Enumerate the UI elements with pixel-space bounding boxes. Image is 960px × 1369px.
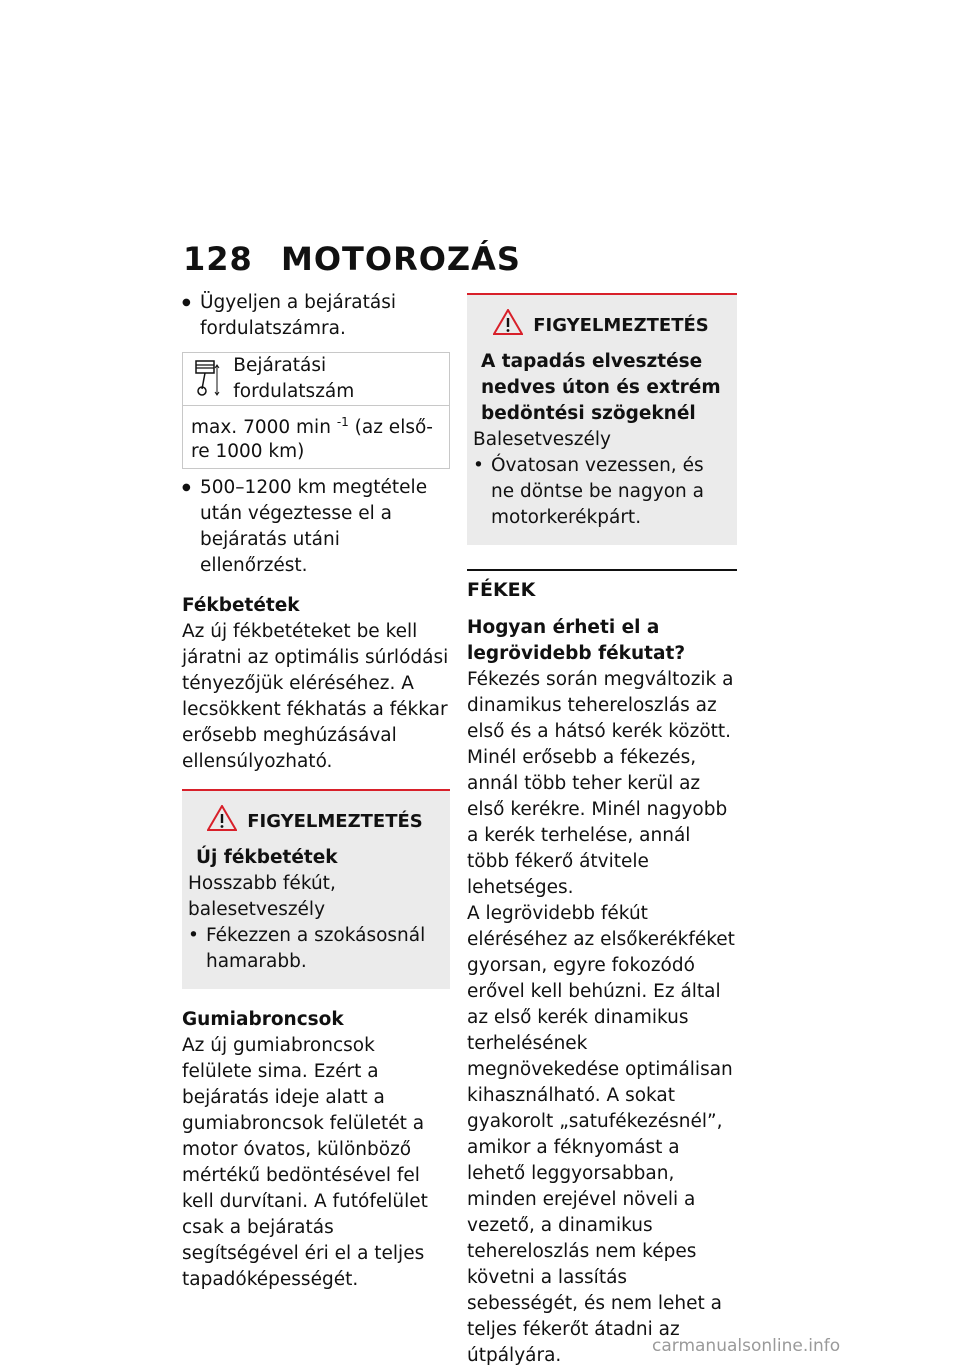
watermark: carmanualsonline.info bbox=[652, 1336, 841, 1356]
warning-subtitle: A tapadás elvesztése nedves úton és extrém bedöntési szögeknél bbox=[481, 351, 721, 424]
engine-piston-icon bbox=[183, 353, 229, 405]
warning-subtitle: Új fékbetétek bbox=[196, 847, 338, 869]
warning-bullet: • Fékezzen a szokásosnál hamarabb. bbox=[188, 923, 442, 975]
brakes-paragraph-2: A legrövidebb fékút eléréséhez az elsőkerékféket gyorsan, egyre fokozódó erővel kell behúzni. Ez által az első kerék dinamikus terhelésének megnövekedése optimálisan kihasználható. A sokat gyakorolt „satufékezésnél”, amikor a féknyomást a lehető leggyorsabban, minden erejével növeli a vezető, a dinamikus tehereloszlás nem képes követni a lassítás sebességét, és nem lehet a teljes fékerőt átadni az útpályára. bbox=[467, 903, 735, 1366]
warning-triangle-icon bbox=[493, 309, 523, 343]
warning-label: FIGYELMEZTETÉS bbox=[533, 315, 709, 336]
chapter-title: MOTOROZÁS bbox=[281, 240, 521, 278]
bullet-inspection: ● 500–1200 km megtétele után végeztesse el a bejáratás utáni ellenőrzést. bbox=[182, 475, 450, 579]
left-column bbox=[182, 290, 450, 1293]
spec-box bbox=[182, 352, 450, 469]
warning-bullet: • Óvatosan vezessen, és ne döntse be nagyon a motorkerékpárt. bbox=[473, 453, 729, 531]
warning-box-pads bbox=[182, 789, 450, 989]
warning-triangle-icon bbox=[207, 805, 237, 839]
warning-text: Hosszabb fékút, balesetveszély bbox=[188, 873, 336, 921]
spec-title: Bejáratási fordulatszám bbox=[233, 355, 355, 402]
warning-text: Balesetveszély bbox=[473, 429, 611, 450]
brakes-paragraph-1: Fékezés során megváltozik a dinamikus tehereloszlás az első és a hátsó kerék között. Minél erősebb a fékezés, annál több teher kerül az első kerékre. Minél nagyobb a kerék terhelése, annál több fékerő átvitele lehetséges. bbox=[467, 669, 734, 898]
spec-value: max. 7000 min $^{-1}$ (az elsőre 1000 km) bbox=[191, 415, 433, 463]
page-header bbox=[183, 240, 521, 278]
section-title-brakes: FÉKEK bbox=[467, 579, 536, 601]
right-column bbox=[467, 293, 737, 1369]
warning-box-traction bbox=[467, 293, 737, 545]
tires-text: Az új gumiabroncsok felülete sima. Ezért a bejáratás ideje alatt a gumiabroncsok felületét a motor óvatos, különböző mértékű bedöntésével fel kell durvítani. A futófelület csak a bejáratás segítségével éri el a teljes tapadóképességét. bbox=[182, 1035, 428, 1291]
pads-heading: Fékbetétek bbox=[182, 595, 300, 617]
question-heading: Hogyan érheti el a legrövidebb fékutat? bbox=[467, 617, 686, 664]
bullet-break-in-rpm: ● Ügyeljen a bejáratási fordulatszámra. bbox=[182, 290, 450, 342]
page-number: 128 bbox=[183, 240, 253, 278]
tires-heading: Gumiabroncsok bbox=[182, 1009, 344, 1031]
section-divider bbox=[467, 569, 737, 571]
pads-text: Az új fékbetéteket be kell járatni az optimális súrlódási tényezőjük eléréséhez. A lecsökkent fékhatás a fékkar erősebb meghúzásával ellensúlyozható. bbox=[182, 621, 449, 773]
warning-label: FIGYELMEZTETÉS bbox=[247, 811, 423, 833]
